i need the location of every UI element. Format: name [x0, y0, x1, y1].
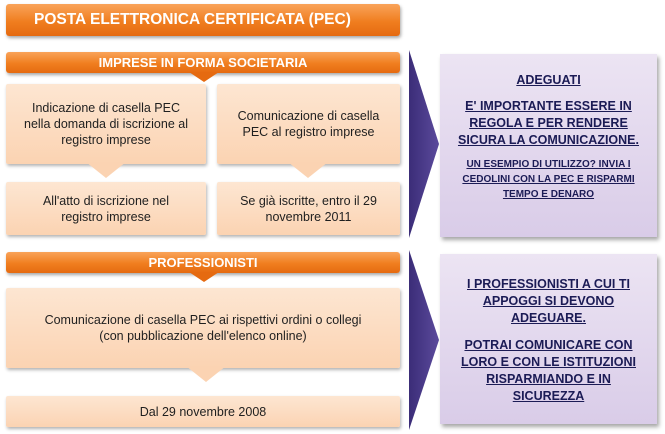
professionisti-header-text: PROFESSIONISTI	[148, 255, 258, 270]
imprese-left-time-text: All'atto di iscrizione nel registro imprese	[42, 193, 170, 224]
page-title	[6, 4, 400, 36]
imprese-note-line1: ADEGUATI	[516, 73, 581, 87]
imprese-note-line3: UN ESEMPIO DI UTILIZZO? INVIA I CEDOLINI CON LA PEC E RISPARMI TEMPO E DENARO	[462, 159, 635, 200]
imprese-header-notch	[189, 72, 219, 82]
professionisti-box	[6, 288, 400, 368]
imprese-right-box	[217, 84, 400, 164]
imprese-header	[6, 52, 400, 73]
professionisti-header-notch	[189, 272, 219, 282]
professionisti-header	[6, 252, 400, 273]
imprese-left-box-text: Indicazione di casella PEC nella domanda di iscrizione al registro imprese	[24, 101, 188, 147]
imprese-right-box-text: Comunicazione di casella PEC al registro imprese	[237, 109, 380, 139]
professionisti-box-text: Comunicazione di casella PEC ai rispettivi ordini o collegi (con pubblicazione dell'elenco online)	[44, 313, 362, 343]
professionisti-arrow	[409, 250, 439, 430]
imprese-note-box	[440, 54, 657, 237]
imprese-header-text: IMPRESE IN FORMA SOCIETARIA	[98, 55, 308, 70]
imprese-right-time-box	[217, 182, 400, 235]
page-title-text: POSTA ELETTRONICA CERTIFICATA (PEC)	[34, 11, 351, 28]
imprese-arrow	[409, 50, 439, 238]
professionisti-note-line2: POTRAI COMUNICARE CON LORO E CON LE ISTITUZIONI RISPARMIANDO E IN SICUREZZA	[461, 338, 636, 403]
imprese-left-box	[6, 84, 206, 164]
imprese-left-time-box	[6, 182, 206, 235]
professionisti-note-box	[440, 254, 657, 424]
imprese-left-chevron	[86, 162, 126, 178]
imprese-note-line2: E' IMPORTANTE ESSERE IN REGOLA E PER RENDERE SICURA LA COMUNICAZIONE.	[457, 99, 639, 147]
professionisti-chevron	[186, 366, 226, 382]
professionisti-note-line1: I PROFESSIONISTI A CUI TI APPOGGI SI DEVONO ADEGUARE.	[467, 277, 630, 325]
imprese-right-chevron	[288, 162, 328, 178]
professionisti-time-box	[6, 396, 400, 427]
imprese-right-time-text: Se già iscritte, entro il 29 novembre 2011	[240, 193, 377, 224]
professionisti-time-text: Dal 29 novembre 2008	[139, 404, 267, 419]
